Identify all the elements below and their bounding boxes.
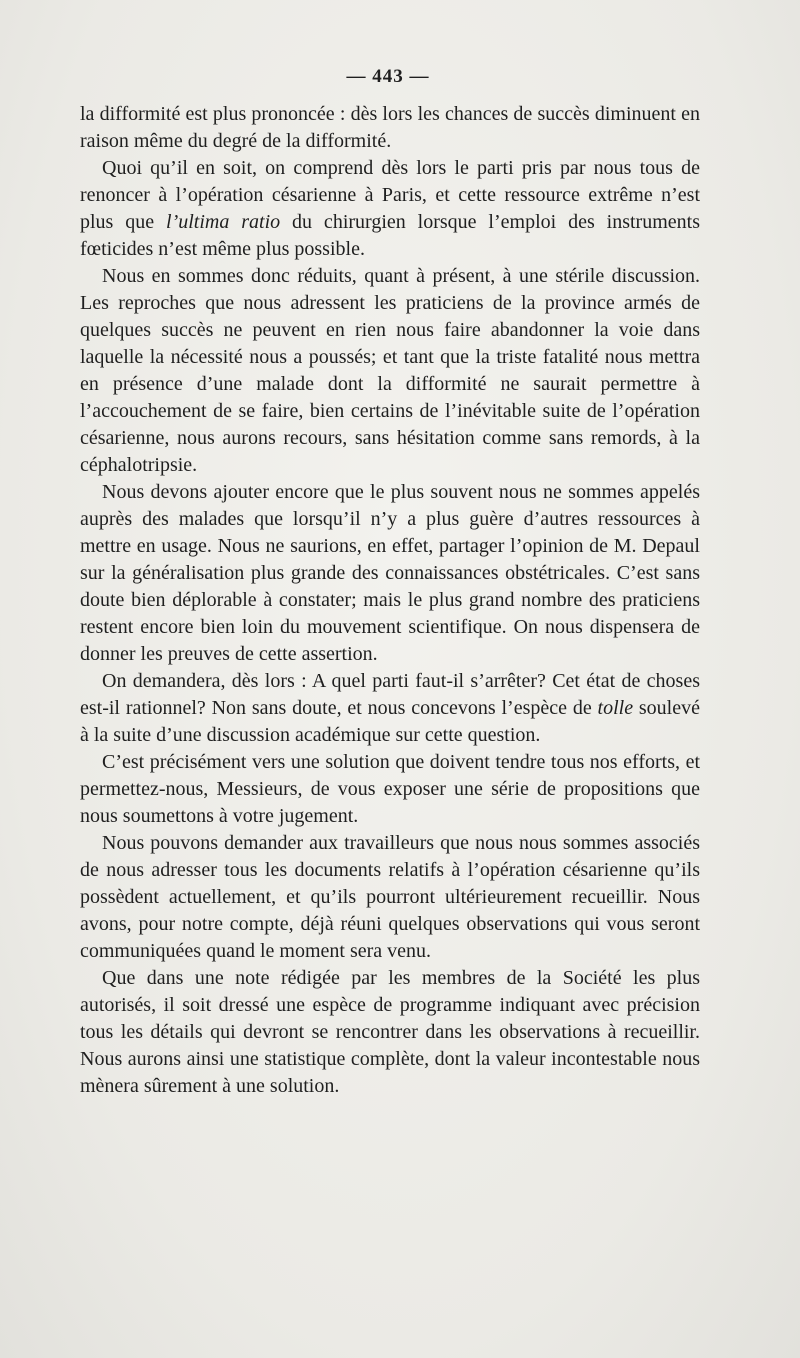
text-run: Nous en sommes donc réduits, quant à présent, à une stérile discussion. Les reproches que nous adressent les praticiens de la province armés de quelques succès ne peuvent en rien nous faire abandonner la voie dans laquelle la nécessité nous a poussés; et tant que la triste fatalité nous mettra en présence d’une malade dont la difformité ne saurait permettre à l’accouchement de se faire, bien certains de l’inévitable suite de l’opération césarienne, nous aurons recours, sans hésitation comme sans remords, à la céphalotripsie.: [80, 265, 700, 476]
paragraph: [80, 155, 700, 263]
text-run: soulevé à la suite d’une discussion académique sur cette question.: [80, 697, 700, 746]
paragraph-continuation: [80, 101, 700, 155]
text-run: Que dans une note rédigée par les membres de la Société les plus autorisés, il soit dressé une espèce de programme indiquant avec précision tous les détails qui devront se rencontrer dans les observations à recueillir. Nous aurons ainsi une statistique complète, dont la valeur incontestable nous mènera sûrement à une solution.: [80, 967, 700, 1097]
paragraph: [80, 263, 700, 479]
text-run: Nous pouvons demander aux travailleurs que nous nous sommes associés de nous adresser tous les documents relatifs à l’opération césarienne qu’ils possèdent actuellement, et qu’ils pourront ultérieurement recueillir. Nous avons, pour notre compte, déjà réuni quelques observations qui vous seront communiquées quand le moment sera venu.: [80, 832, 700, 962]
page-number: — 443 —: [346, 66, 430, 87]
text-run: du chirurgien lorsque l’emploi des instruments fœticides n’est même plus possible.: [80, 211, 700, 260]
body-text: [80, 101, 700, 1100]
text-run: Nous devons ajouter encore que le plus souvent nous ne sommes appelés auprès des malades que lorsqu’il n’y a plus guère d’autres ressources à mettre en usage. Nous ne saurions, en effet, partager l’opinion de M. Depaul sur la généralisation plus grande des connaissances obstétricales. C’est sans doute bien déplorable à constater; mais le plus grand nombre des praticiens restent encore bien loin du mouvement scientifique. On nous dispensera de donner les preuves de cette assertion.: [80, 481, 700, 665]
paragraph: [80, 965, 700, 1100]
text-run: On demandera, dès lors : A quel parti faut-il s’arrêter? Cet état de choses est-il rationnel? Non sans doute, et nous concevons l’espèce de: [80, 670, 700, 719]
text-run: C’est précisément vers une solution que doivent tendre tous nos efforts, et permettez-nous, Messieurs, de vous exposer une série de propositions que nous soumettons à votre jugement.: [80, 751, 700, 827]
text-run: la difformité est plus prononcée : dès lors les chances de succès diminuent en raison même du degré de la difformité.: [80, 103, 700, 152]
text-run: Quoi qu’il en soit, on comprend dès lors le parti pris par nous tous de renoncer à l’opération césarienne à Paris, et cette ressource extrême n’est plus que: [80, 157, 700, 233]
paragraph: [80, 479, 700, 668]
paragraph: [80, 668, 700, 749]
paragraph: [80, 749, 700, 830]
paragraph: [80, 830, 700, 965]
italic-phrase: l’ultima ratio: [166, 211, 281, 233]
italic-word: tolle: [597, 697, 634, 719]
